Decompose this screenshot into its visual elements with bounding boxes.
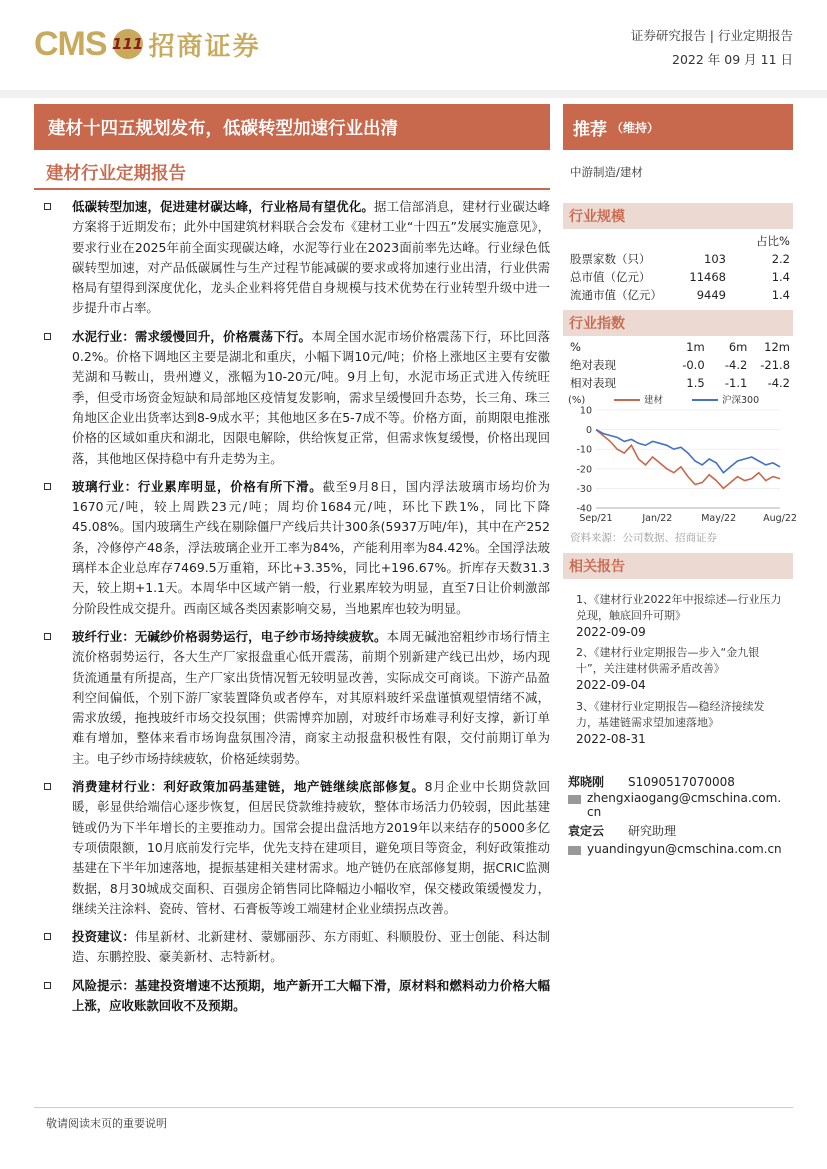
- industry-label: 中游制造/建材: [570, 165, 643, 179]
- bullet-body: 截至9月8日，国内浮法玻璃市场均价为1670元/吨，较上周跌23元/吨；周均价1684元/吨，环比下跌1%，同比下降45.08%。国内玻璃生产线在剔除僵尸产线后共计300条(5937万吨/年)，其中在产252条，冷修停产48条，浮法玻璃企业开工率为84%，产能利用率为84.42%。全国浮法玻璃样本企业总库存7469.5万重箱，环比+3.35%，同比+196.67%。折库存天数31.3天，较上期+1.1天。本周华中区域产销一般，行业累库较为明显，直至7日让价刺激部分阶段性成交提升。西南区域各类因素影响交易，当地累库也较为明显。: [72, 478, 550, 616]
- legend-label: 建材: [644, 395, 664, 406]
- scale-row-value: 9449: [696, 288, 726, 302]
- analyst: [568, 773, 735, 790]
- bullet-square-icon: [44, 982, 51, 989]
- index-row: [570, 374, 790, 392]
- scale-row-pct: 1.4: [771, 288, 790, 302]
- index-table: [570, 338, 790, 392]
- bullet-square-icon: [44, 203, 51, 210]
- y-axis-label: (%): [568, 395, 586, 406]
- logo-cn: 招商证券: [148, 31, 261, 62]
- scale-row: [570, 268, 790, 286]
- index-header-cell: 1m: [686, 340, 705, 354]
- mail-icon: [568, 795, 581, 804]
- footer-note: 敬请阅读末页的重要说明: [46, 1117, 167, 1130]
- bullet-glass: [44, 477, 550, 619]
- analyst-info: S1090517070008: [628, 775, 735, 789]
- analyst-name: 郑晓刚: [568, 775, 605, 789]
- chart-source: 资料来源：公司数据、招商证券: [570, 532, 717, 544]
- x-tick-label: May/22: [701, 513, 737, 524]
- logo-text: CMS: [34, 24, 107, 63]
- bullet-body: 本周全国水泥市场价格震荡下行，环比回落0.2%。价格下调地区主要是湖北和重庆，小幅下调10元/吨；价格上涨地区主要有安徽芜湖和马鞍山，贵州遵义，涨幅为10-20元/吨。9月上旬，水泥市场正式进入传统旺季，但受市场资金短缺和局部地区疫情复发影响，需求呈缓慢回升态势，长三角、珠三角地区企业出货率达到8-9成水平；其他地区多在5-7成不等。价格方面，前期限电推涨价格的区域如重庆和湖北，因限电解除，供给恢复正常，但需求恢复缓慢，价格出现回落，其他地区保持稳中有升走势为主。: [72, 328, 551, 466]
- bullet-square-icon: [44, 633, 51, 640]
- index-row-name: 绝对表现: [570, 358, 616, 372]
- index-header-row: [570, 338, 790, 356]
- index-header-cell: 6m: [728, 340, 748, 354]
- bullet-head: 玻纤行业：无碱纱价格弱势运行，电子纱市场持续疲软。: [72, 628, 387, 644]
- analyst-email-text[interactable]: zhengxiaogang@cmschina.com.cn: [587, 791, 782, 819]
- related-report-title: 2、《建材行业定期报告—步入“金九银十”，关注建材供需矛盾改善》: [576, 646, 760, 675]
- index-header-cell: 12m: [764, 340, 791, 354]
- scale-row-pct: 1.4: [771, 270, 790, 284]
- scale-row-value: 103: [704, 252, 726, 266]
- scale-row-name: 流通市值（亿元）: [570, 288, 662, 302]
- analyst-email[interactable]: [568, 791, 786, 819]
- bullet-body: 据工信部消息，建材行业碳达峰方案将于近期发布；此外中国建筑材料联合会发布《建材工业“十四五”发展实施意见》，要求行业在2025年前全面实现碳达峰，水泥等行业在2023面前率先达峰。行业绿色低碳转型加速，对产品低碳属性与生产过程节能减碳的要求或将加速行业出清，行业供需格局有望得到深度优化，龙头企业料将凭借自身规模与技术优势在行业转型升级中进一步提升市占率。: [72, 199, 551, 316]
- series-line: [596, 430, 780, 489]
- rating-sub: （维持）: [611, 120, 660, 135]
- analyst: [568, 822, 676, 839]
- bullet-square-icon: [44, 333, 51, 340]
- scale-row-name: 股票家数（只）: [570, 252, 651, 266]
- bullet-square-icon: [44, 933, 51, 940]
- index-cell: -21.8: [760, 358, 791, 372]
- bullet-cement: [44, 327, 550, 469]
- title-underline: [34, 188, 550, 190]
- x-tick-label: Sep/21: [579, 513, 613, 524]
- scale-row-pct: 2.2: [771, 252, 790, 266]
- performance-chart: [566, 392, 797, 530]
- index-cell: -4.2: [724, 358, 748, 372]
- scale-row: [570, 286, 790, 304]
- series-line: [596, 430, 780, 473]
- mail-icon: [568, 846, 581, 855]
- bullet-head: 风险提示：基建投资增速不达预期，地产新开工大幅下滑，原材料和燃料动力价格大幅上涨，应收账款回收不及预期。: [72, 977, 550, 1013]
- main-content: [44, 197, 550, 1024]
- related-section-title: 相关报告: [563, 553, 793, 579]
- analyst-info: 研究助理: [628, 824, 677, 838]
- x-tick-label: Aug/22: [763, 513, 797, 524]
- report-title: 建材十四五规划发布，低碳转型加速行业出清: [34, 104, 550, 150]
- bullet-head: 玻璃行业：行业累库明显，价格有所下滑。: [72, 478, 323, 494]
- report-type: 建材行业定期报告: [46, 164, 186, 184]
- analyst-name: 袁定云: [568, 824, 605, 838]
- analyst-email[interactable]: [568, 842, 782, 856]
- bullet-square-icon: [44, 783, 51, 790]
- index-row: [570, 356, 790, 374]
- index-cell: 1.5: [686, 376, 705, 390]
- y-tick-label: -10: [576, 444, 592, 456]
- bullet-head: 消费建材行业：利好政策加码基建链，地产链继续底部修复。: [72, 779, 425, 795]
- scale-row-name: 总市值（亿元）: [570, 270, 651, 284]
- related-report: [576, 645, 786, 693]
- bullet-head: 低碳转型加速，促进建材碳达峰，行业格局有望优化。: [72, 199, 375, 214]
- related-report-title: 3、《建材行业定期报告—稳经济接续发力，基建链需求望加速落地》: [576, 700, 765, 729]
- bullet-head: 水泥行业：需求缓慢回升，价格震荡下行。: [72, 328, 312, 344]
- y-tick-label: -20: [576, 464, 592, 476]
- rating-label: 推荐: [573, 119, 607, 140]
- logo-badge: 111: [113, 29, 143, 59]
- bullet-body: 本周无碱池窑粗纱市场行情主流价格弱势运行，各大生产厂家报盘重心低开震荡，前期个别新建产线已出炒，场内现货流通量有所提高，生产厂家出货情况暂无较明显改善，实际成交可商谈。下游产品盈利空间偏低，个别下游厂家装置降负或者停车，对其原料玻纤采盘谨慎观望情绪不减，需求放缓，拖拽玻纤市场交投氛围；供需博弈加剧，对玻纤市场难寻利好支撑，新订单难有增加，整体来看市场询盘氛围冷清，商家主动报盘积极性有限，交付前期订单为主。电子纱市场持续疲软，价格延续弱势。: [72, 628, 551, 766]
- bullet-consumer: [44, 777, 550, 919]
- related-report-date: 2022-09-04: [576, 678, 646, 692]
- related-report: [576, 699, 786, 747]
- related-report-date: 2022-09-09: [576, 625, 646, 639]
- scale-table: [570, 232, 790, 304]
- header-divider: [0, 90, 827, 98]
- related-report: [576, 592, 786, 640]
- header-meta: [631, 26, 793, 68]
- legend-label: 沪深300: [722, 395, 760, 406]
- bullet-head: 投资建议：: [72, 929, 135, 945]
- x-tick-label: Jan/22: [642, 513, 673, 524]
- bullet-body: 8月企业中长期贷款回暖，彰显供给端信心逐步恢复，但居民贷款维持疲软，整体市场活力仍较弱，因此基建链或仍为下半年增长的主要推动力。国常会提出盘活地方2019年以来结存的5000多亿专项债限额，10月底前发行完毕，优先支持在建项目，避免项目等资金，利好政策推动基建在下半年加速落地，提振基建相关建材需求。地产链仍在底部修复期，据CRIC监测数据，8月30城成交面积、百强房企销售同比降幅边小幅收窄，保交楼政策缓慢发力，继续关注涂料、瓷砖、管材、石膏板等竣工端建材企业业绩拐点改善。: [72, 779, 551, 916]
- report-category: 证券研究报告 | 行业定期报告: [630, 28, 793, 43]
- index-section-title: 行业指数: [563, 310, 793, 336]
- index-cell: -1.1: [724, 376, 748, 390]
- related-report-title: 1、《建材行业2022年中报综述—行业压力兑现，触底回升可期》: [576, 593, 782, 622]
- unit-header: 占比%: [756, 234, 790, 248]
- index-row-name: 相对表现: [570, 376, 616, 390]
- index-cell: -0.0: [682, 358, 705, 372]
- index-cell: -4.2: [767, 376, 791, 390]
- scale-row: [570, 250, 790, 268]
- y-tick-label: 0: [585, 425, 592, 437]
- related-report-date: 2022-08-31: [576, 732, 646, 746]
- bullet-fiberglass: [44, 627, 550, 769]
- scale-section-title: 行业规模: [563, 203, 793, 229]
- bullet-carbon: [44, 197, 550, 319]
- y-tick-label: -40: [576, 503, 592, 515]
- index-header-cell: %: [570, 340, 581, 354]
- footer-divider: [34, 1107, 793, 1108]
- bullet-investment: [44, 927, 550, 968]
- bullet-risk: [44, 976, 550, 1017]
- rating-box: [563, 104, 793, 150]
- y-tick-label: -30: [576, 483, 592, 495]
- y-tick-label: 10: [579, 405, 592, 417]
- analyst-email-text[interactable]: yuandingyun@cmschina.com.cn: [587, 842, 782, 856]
- bullet-square-icon: [44, 483, 51, 490]
- report-date: 2022 年 09 月 11 日: [672, 52, 793, 67]
- bullet-body: 伟星新材、北新建材、蒙娜丽莎、东方雨虹、科顺股份、亚士创能、科达制造、东鹏控股、豪美新材、志特新材。: [72, 929, 551, 965]
- scale-row-value: 11468: [689, 270, 726, 284]
- company-logo: [34, 22, 261, 66]
